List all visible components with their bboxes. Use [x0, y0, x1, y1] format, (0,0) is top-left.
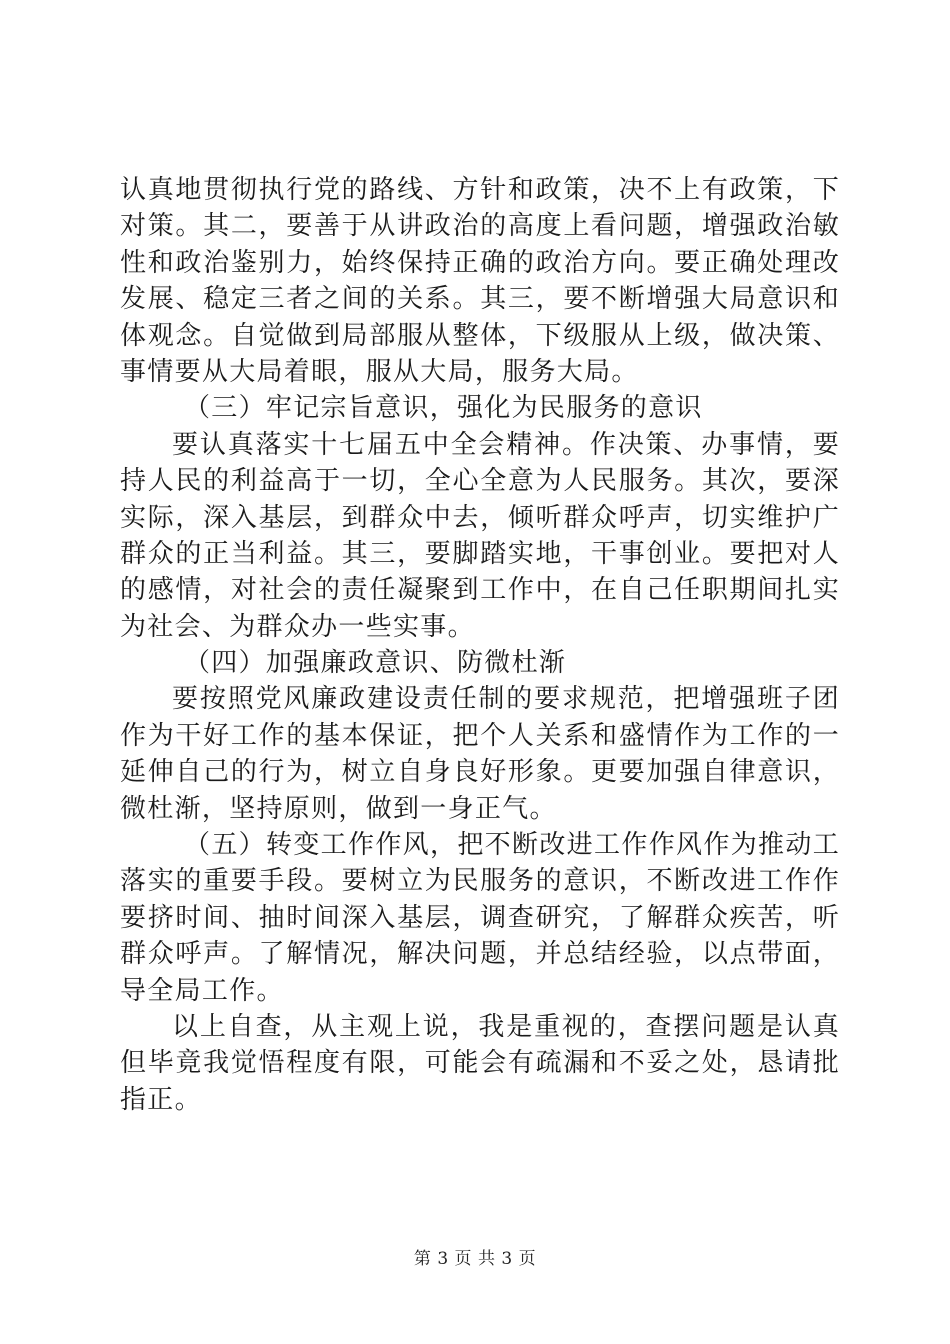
body-line: 的感情，对社会的责任凝聚到工作中，在自己任职期间扎实 [120, 575, 840, 606]
body-line: 要按照党风廉政建设责任制的要求规范，把增强班子团 [172, 684, 840, 715]
body-line: 作为干好工作的基本保证，把个人关系和盛情作为工作的一 [120, 720, 840, 751]
page-number-footer: 第 3 页 共 3 页 [413, 1249, 537, 1269]
body-line: 对策。其二，要善于从讲政治的高度上看问题，增强政治敏 [120, 211, 840, 242]
section-heading-5: （五）转变工作作风，把不断改进工作作风作为推动工 [184, 830, 840, 861]
body-line: 性和政治鉴别力，始终保持正确的政治方向。要正确处理改 [120, 247, 840, 278]
body-line: 事情要从大局着眼，服从大局，服务大局。 [120, 356, 639, 387]
body-line: 认真地贯彻执行党的路线、方针和政策，决不上有政策，下 [120, 175, 840, 205]
body-line: 为社会、为群众办一些实事。 [120, 611, 475, 642]
body-line: 以上自查，从主观上说，我是重视的，查摆问题是认真 [172, 1011, 840, 1042]
section-heading-4: （四）加强廉政意识、防微杜渐 [184, 648, 567, 679]
body-line: 导全局工作。 [120, 975, 284, 1006]
body-line: 微杜渐，坚持原则，做到一身正气。 [120, 793, 557, 824]
body-line: 要认真落实十七届五中全会精神。作决策、办事情，要 [172, 429, 840, 460]
body-line: 发展、稳定三者之间的关系。其三，要不断增强大局意识和 [120, 284, 840, 315]
body-line: 指正。 [120, 1084, 202, 1115]
body-line: 群众的正当利益。其三，要脚踏实地，干事创业。要把对人 [120, 538, 840, 569]
body-line: 持人民的利益高于一切，全心全意为人民服务。其次，要深 [120, 466, 840, 497]
document-body [120, 172, 840, 1118]
body-line: 体观念。自觉做到局部服从整体，下级服从上级，做决策、 [120, 320, 840, 351]
body-line: 实际，深入基层，到群众中去，倾听群众呼声，切实维护广 [120, 502, 840, 533]
body-line: 但毕竟我觉悟程度有限，可能会有疏漏和不妥之处，恳请批 [120, 1048, 840, 1079]
body-line: 群众呼声。了解情况，解决问题，并总结经验，以点带面， [120, 939, 840, 970]
section-heading-3: （三）牢记宗旨意识，强化为民服务的意识 [184, 393, 703, 424]
body-line: 要挤时间、抽时间深入基层，调查研究，了解群众疾苦，听 [120, 902, 840, 933]
body-line: 落实的重要手段。要树立为民服务的意识，不断改进工作作 [120, 866, 840, 897]
body-line: 延伸自己的行为，树立自身良好形象。更要加强自律意识， [120, 757, 840, 788]
